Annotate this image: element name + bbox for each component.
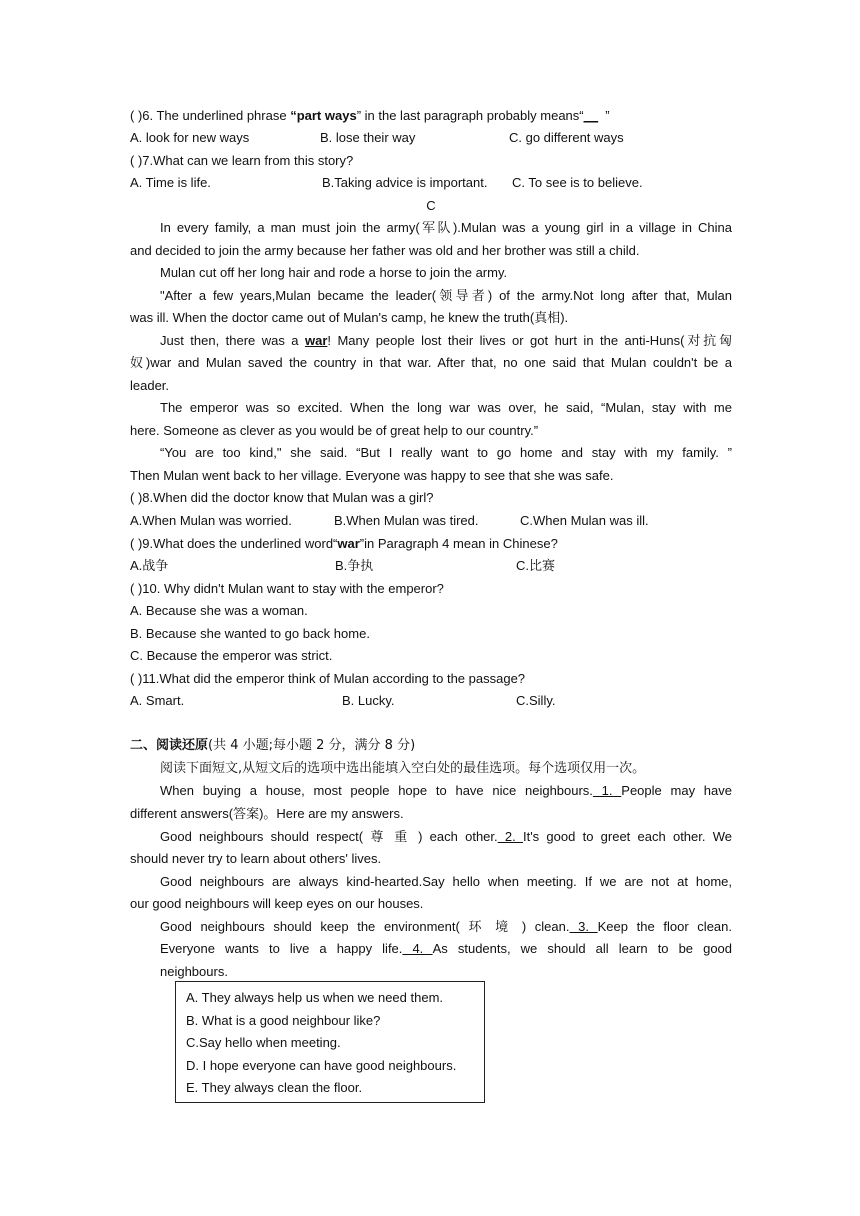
s2-p4-text-pre: Good neighbours should keep the environment( 环 境 ) clean. [160,919,570,934]
s2-p1-text-pre: When buying a house, most people hope to have nice neighbours. [160,783,593,798]
option-e: E. They always clean the floor. [186,1080,363,1095]
question-11-options [130,690,732,712]
question-6-options [130,127,732,149]
s2-p3-line2: our good neighbours will keep eyes on our houses. [130,896,424,911]
option-c: C.Say hello when meeting. [186,1035,341,1050]
q6-answer-blank: __ [583,108,599,123]
blank-2: 2. [497,829,523,844]
s2-p4-line2-post: As students, we should all learn to be good [432,941,733,956]
passage-c-p5-line1: The emperor was so excited. When the long war was over, he said, “Mulan, stay with me [160,400,732,415]
p4-text-post: ! Many people lost their lives or got hurt in the anti-Huns(对抗匈 [327,333,732,348]
question-10-option-c: C. Because the emperor was strict. [130,648,333,663]
s2-p4-text-post: Keep the floor clean. [597,919,732,934]
q9-underlined-word: war [337,536,360,551]
s2-p3-line1: Good neighbours are always kind-hearted.Say hello when meeting. If we are not at home, [160,874,732,889]
s2-p4-line2-pre: Everyone wants to live a happy life. [160,941,403,956]
q9-option-b: B.争执 [335,558,374,573]
question-8-stem: ( )8.When did the doctor know that Mulan was a girl? [130,490,434,505]
passage-c-p5-line2: here. Someone as clever as you would be of great help to our country.” [130,423,539,438]
passage-c-p3-line1: "After a few years,Mulan became the leader(领导者) of the army.Not long after that, Mulan [160,288,732,303]
q9-option-a: A.战争 [130,558,169,573]
options-box [175,981,485,1103]
question-7-stem: ( )7.What can we learn from this story? [130,153,354,168]
q11-option-b: B. Lucky. [342,693,395,708]
s2-p2-line1 [160,826,732,848]
blank-3: 3. [569,919,598,934]
s2-p2-text-post: It's good to greet each other. We [522,829,732,844]
passage-c-p4-line3: leader. [130,378,170,393]
passage-c-p4-line1 [160,330,732,352]
question-9-options [130,555,732,577]
question-7-options [130,172,732,194]
q6-quote-close: ” [356,108,362,123]
question-10-stem: ( )10. Why didn't Mulan want to stay with the emperor? [130,581,444,596]
q6-stem-text: ( )6. The underlined phrase [130,108,291,123]
passage-c-p1-line1: In every family, a man must join the army(军队).Mulan was a young girl in a village in China [160,220,732,235]
p4-text-pre: Just then, there was a [160,333,305,348]
q11-option-a: A. Smart. [130,693,185,708]
option-a: A. They always help us when we need them. [186,990,444,1005]
passage-c-p6-line1: “You are too kind," she said. “But I really want to go home and stay with my family. ” [160,445,732,460]
question-9-stem [130,533,732,555]
s2-p1-line1 [160,780,732,802]
option-d: D. I hope everyone can have good neighbours. [186,1058,457,1073]
passage-c-p6-line2: Then Mulan went back to her village. Everyone was happy to see that she was safe. [130,468,614,483]
q6-stem-text-2: in the last paragraph probably means“ [361,108,584,123]
s2-p2-line2: should never try to learn about others' lives. [130,851,382,866]
s2-p4-line3: neighbours. [160,964,228,979]
section-2-instruction: 阅读下面短文,从短文后的选项中选出能填入空白处的最佳选项。每个选项仅用一次。 [160,761,646,776]
blank-4: 4. [402,941,433,956]
s2-p2-text-pre: Good neighbours should respect( 尊 重 ) each other. [160,829,498,844]
blank-1: 1. [592,783,622,798]
q6-option-c: C. go different ways [509,130,624,145]
q9-stem-pre: ( )9.What does the underlined word“ [130,536,338,551]
passage-c-label: C [426,198,436,213]
q6-quote-open: “ [290,108,297,123]
q6-option-b: B. lose their way [320,130,416,145]
question-8-options [130,510,732,532]
section-2-scoring: (共 4 小题;每小题 2 分，满分 8 分) [208,738,416,753]
question-10-option-b: B. Because she wanted to go back home. [130,626,370,641]
s2-p1-line2: different answers(答案)。Here are my answers. [130,806,404,821]
q8-option-c: C.When Mulan was ill. [520,513,649,528]
q7-option-c: C. To see is to believe. [512,175,643,190]
question-10-option-a: A. Because she was a woman. [130,603,308,618]
s2-p1-text-post: People may have [621,783,732,798]
section-2-heading: 二、阅读还原 [130,738,209,753]
option-b: B. What is a good neighbour like? [186,1013,381,1028]
q9-stem-post: ”in Paragraph 4 mean in Chinese? [359,536,558,551]
passage-c-p2: Mulan cut off her long hair and rode a horse to join the army. [160,265,508,280]
passage-c-p3-line2: was ill. When the doctor came out of Mulan's camp, he knew the truth(真相). [130,310,569,325]
q8-option-b: B.When Mulan was tired. [334,513,479,528]
q6-stem-end: ” [601,108,610,123]
question-6-stem [130,105,732,127]
question-11-stem: ( )11.What did the emperor think of Mulan according to the passage? [130,671,526,686]
q6-underlined-phrase: part ways [296,108,357,123]
q9-option-c: C.比赛 [516,558,556,573]
q6-option-a: A. look for new ways [130,130,250,145]
q7-option-b: B.Taking advice is important. [322,175,488,190]
passage-c-p4-line2: 奴)war and Mulan saved the country in that war. After that, no one said that Mulan couldn't be a [130,355,732,370]
s2-p4-line1 [160,916,732,938]
passage-c-p1-line2: and decided to join the army because her father was old and her brother was still a child. [130,243,640,258]
q11-option-c: C.Silly. [516,693,556,708]
section-2-title [130,735,732,757]
q7-option-a: A. Time is life. [130,175,211,190]
q8-option-a: A.When Mulan was worried. [130,513,292,528]
s2-p4-line2 [160,938,732,960]
p4-underlined-word: war [304,333,328,348]
